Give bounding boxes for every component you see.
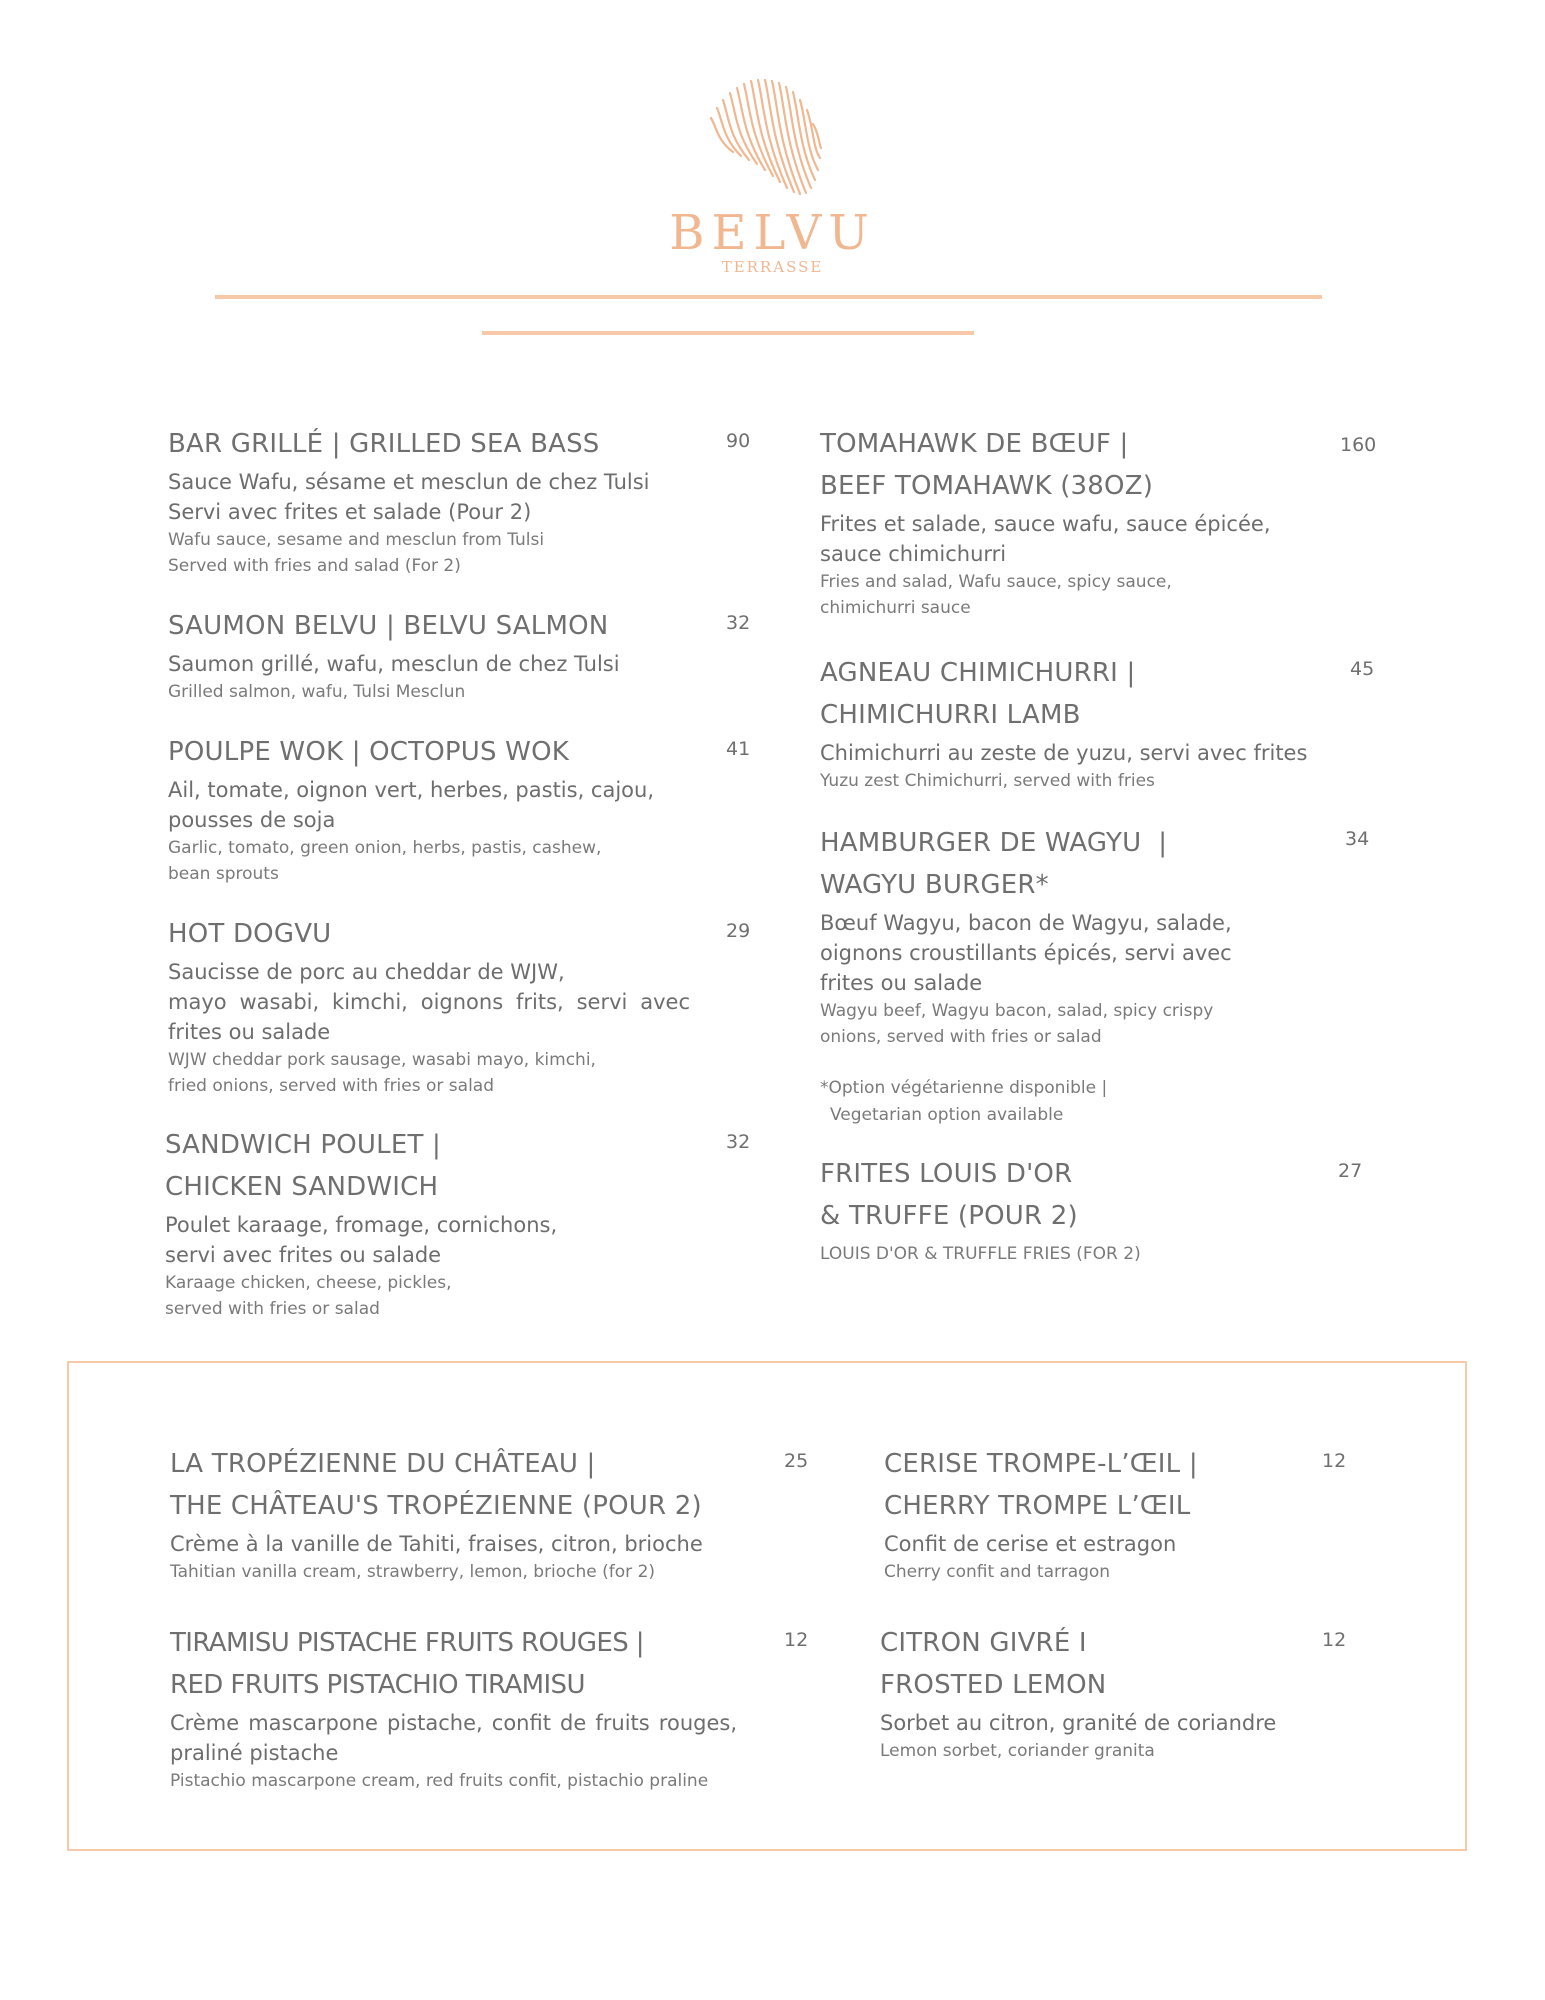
vegetarian-note: *Option végétarienne disponible | Vegetarian option available: [820, 1078, 1108, 1125]
item-description-en: WJW cheddar pork sausage, wasabi mayo, kimchi, fried onions, served with fries or salad: [168, 1050, 596, 1096]
menu-item-wagyu-burger: [820, 822, 1340, 1050]
item-description-fr: Sorbet au citron, granité de coriandre: [880, 1711, 1277, 1735]
header-divider-short: [482, 331, 974, 335]
item-title: HOT DOGVU: [168, 919, 332, 949]
item-description-fr: Ail, tomate, oignon vert, herbes, pastis, cajou, pousses de soja: [168, 778, 655, 832]
item-description-fr: Frites et salade, sauce wafu, sauce épicée, sauce chimichurri: [820, 512, 1271, 566]
item-description-en: Karaage chicken, cheese, pickles, served with fries or salad: [165, 1273, 452, 1319]
item-description-fr: Bœuf Wagyu, bacon de Wagyu, salade, oignons croustillants épicés, servi avec frites ou salade: [820, 911, 1232, 995]
item-price: 90: [726, 430, 751, 452]
menu-item-chimichurri-lamb: [820, 652, 1340, 794]
item-title: FRITES LOUIS D'OR & TRUFFE (POUR 2): [820, 1159, 1078, 1231]
menu-item-hot-dogvu: [168, 913, 690, 1099]
item-price: 160: [1340, 434, 1377, 456]
menu-item-beef-tomahawk: [820, 423, 1340, 621]
item-title: SAUMON BELVU | BELVU SALMON: [168, 611, 609, 641]
dessert-item-pistachio-tiramisu: [170, 1622, 737, 1794]
item-price: 27: [1338, 1160, 1363, 1182]
belvu-wave-logo-icon: [703, 78, 829, 198]
item-description-en: Lemon sorbet, coriander granita: [880, 1741, 1155, 1761]
item-description-en: Grilled salmon, wafu, Tulsi Mesclun: [168, 682, 466, 702]
menu-item-octopus-wok: [168, 731, 728, 887]
item-title: TIRAMISU PISTACHE FRUITS ROUGES | RED FRUITS PISTACHIO TIRAMISU: [170, 1628, 644, 1700]
item-description-fr: Saucisse de porc au cheddar de WJW, mayo wasabi, kimchi, oignons frits, servi avec frites ou salade: [168, 960, 690, 1044]
item-description-en: LOUIS D'OR & TRUFFLE FRIES (FOR 2): [820, 1244, 1141, 1264]
item-title: CITRON GIVRÉ I FROSTED LEMON: [880, 1628, 1107, 1700]
menu-item-grilled-sea-bass: [168, 423, 728, 579]
dessert-item-frosted-lemon: [880, 1622, 1310, 1764]
item-title: CERISE TROMPE-L’ŒIL | CHERRY TROMPE L’ŒIL: [884, 1449, 1198, 1521]
item-description-en: Fries and salad, Wafu sauce, spicy sauce, chimichurri sauce: [820, 572, 1172, 618]
menu-item-chicken-sandwich: [165, 1124, 725, 1322]
dessert-item-tropezienne: [170, 1443, 790, 1585]
item-price: 12: [1322, 1629, 1347, 1651]
item-price: 12: [784, 1629, 809, 1651]
item-price: 34: [1345, 828, 1370, 850]
item-title: LA TROPÉZIENNE DU CHÂTEAU | THE CHÂTEAU'S TROPÉZIENNE (POUR 2): [170, 1449, 702, 1521]
item-description-en: Tahitian vanilla cream, strawberry, lemon, brioche (for 2): [170, 1562, 656, 1582]
item-price: 32: [726, 1131, 751, 1153]
header-divider-long: [215, 295, 1322, 299]
item-description-fr: Crème à la vanille de Tahiti, fraises, citron, brioche: [170, 1532, 703, 1556]
brand-name: BELVU: [669, 205, 876, 261]
item-description-fr: Sauce Wafu, sésame et mesclun de chez Tulsi Servi avec frites et salade (Pour 2): [168, 470, 650, 524]
item-description-fr: Confit de cerise et estragon: [884, 1532, 1177, 1556]
item-price: 12: [1322, 1450, 1347, 1472]
item-title: TOMAHAWK DE BŒUF | BEEF TOMAHAWK (38OZ): [820, 429, 1154, 501]
item-price: 45: [1350, 658, 1375, 680]
item-description-fr: Chimichurri au zeste de yuzu, servi avec frites: [820, 741, 1308, 765]
dessert-item-cherry-trompe-loeil: [884, 1443, 1314, 1585]
item-title: POULPE WOK | OCTOPUS WOK: [168, 737, 570, 767]
item-title: SANDWICH POULET | CHICKEN SANDWICH: [165, 1130, 441, 1202]
item-description-fr: Poulet karaage, fromage, cornichons, servi avec frites ou salade: [165, 1213, 558, 1267]
item-title: BAR GRILLÉ | GRILLED SEA BASS: [168, 429, 600, 459]
item-title: HAMBURGER DE WAGYU | WAGYU BURGER*: [820, 828, 1168, 900]
item-description-fr: Crème mascarpone pistache, confit de fruits rouges, praliné pistache: [170, 1711, 737, 1765]
item-description-en: Yuzu zest Chimichurri, served with fries: [820, 771, 1155, 791]
brand-subtitle: TERRASSE: [721, 258, 824, 276]
item-price: 41: [726, 738, 751, 760]
item-price: 29: [726, 920, 751, 942]
item-description-en: Garlic, tomato, green onion, herbs, pastis, cashew, bean sprouts: [168, 838, 602, 884]
item-description-en: Wafu sauce, sesame and mesclun from Tulsi Served with fries and salad (For 2): [168, 530, 545, 576]
item-title: AGNEAU CHIMICHURRI | CHIMICHURRI LAMB: [820, 658, 1136, 730]
menu-item-truffle-fries: [820, 1153, 1340, 1267]
item-description-fr: Saumon grillé, wafu, mesclun de chez Tulsi: [168, 652, 620, 676]
item-description-en: Wagyu beef, Wagyu bacon, salad, spicy crispy onions, served with fries or salad: [820, 1001, 1214, 1047]
item-price: 25: [784, 1450, 809, 1472]
menu-item-belvu-salmon: [168, 605, 728, 705]
item-description-en: Pistachio mascarpone cream, red fruits confit, pistachio praline: [170, 1771, 709, 1791]
item-description-en: Cherry confit and tarragon: [884, 1562, 1111, 1582]
item-price: 32: [726, 612, 751, 634]
